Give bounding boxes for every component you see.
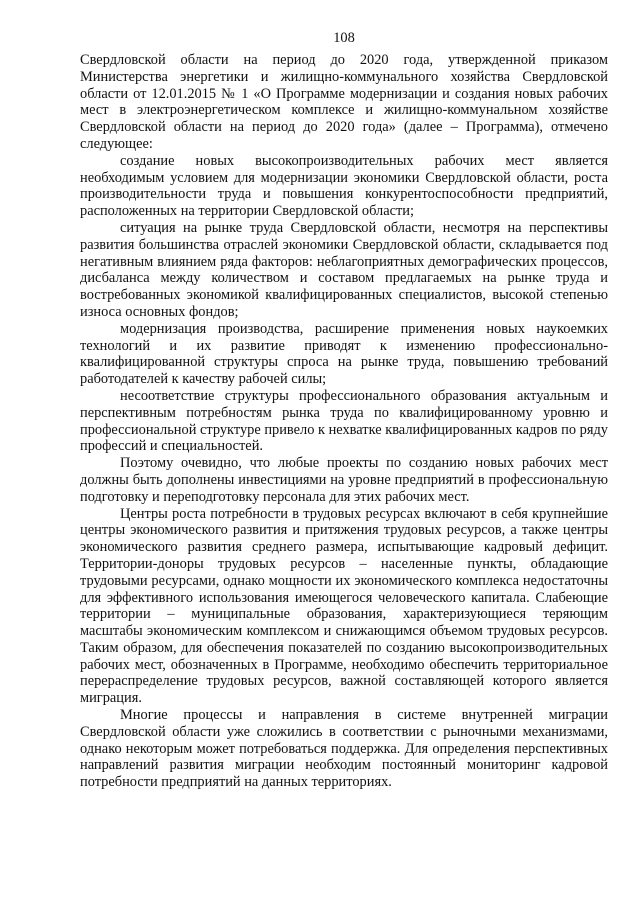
- paragraph-growth-centers: Центры роста потребности в трудовых ресурсах включают в себя крупнейшие центры экономического развития и притяжения трудовых ресурсов, а также центры экономического развития среднего размера, испытывающие кадровый дефицит. Территории-доноры трудовых ресурсов – населенные пункты, обладающие трудовыми ресурсами, однако мощности их экономического комплекса недостаточны для эффективного использования имеющегося человеческого капитала. Слабеющие территории – муниципальные образования, характеризующиеся теряющим масштабы экономическим комплексом и снижающимся объемом трудовых ресурсов. Таким образом, для обеспечения показателей по созданию высокопроизводительных рабочих мест, обозначенных в Программе, необходимо обеспечить территориальное перераспределение трудовых ресурсов, важной составляющей которого является миграция.: [80, 505, 608, 707]
- paragraph-new-jobs: создание новых высокопроизводительных рабочих мест является необходимым условием для модернизации экономики Свердловской области, роста производительности труда и повышения конкурентоспособности предприятий, расположенных на территории Свердловской области;: [80, 152, 608, 220]
- page-number: 108: [333, 30, 355, 46]
- paragraph-investment: Поэтому очевидно, что любые проекты по созданию новых рабочих мест должны быть дополнены инвестициями на уровне предприятий в профессиональную подготовку и переподготовку персонала для этих рабочих мест.: [80, 455, 608, 505]
- paragraph-migration: Многие процессы и направления в системе внутренней миграции Свердловской области уже сложились в соответствии с рыночными механизмами, однако некоторым может потребоваться поддержка. Для определения перспективных направлений развития миграции необходим постоянный мониторинг кадровой потребности предприятий на данных территориях.: [80, 707, 608, 791]
- paragraph-labor-market: ситуация на рынке труда Свердловской области, несмотря на перспективы развития большинства отраслей экономики Свердловской области, складывается под негативным влиянием ряда факторов: неблагоприятных демографических процессов, дисбаланса между количеством и составом предлагаемых на рынке труда и востребованных экономикой квалифицированных специалистов, высокой степенью износа основных фондов;: [80, 219, 608, 320]
- paragraph-modernization: модернизация производства, расширение применения новых наукоемких технологий и их развитие приводят к изменению профессионально-квалифицированной структуры спроса на рынке труда, повышению требований работодателей к качеству рабочей силы;: [80, 320, 608, 388]
- paragraph-intro-continuation: Свердловской области на период до 2020 года, утвержденной приказом Министерства энергетики и жилищно-коммунального хозяйства Свердловской области от 12.01.2015 № 1 «О Программе модернизации и создания новых рабочих мест в электроэнергетическом комплексе и жилищно-коммунальном хозяйстве Свердловской области на период до 2020 года» (далее – Программа), отмечено следующее:: [80, 52, 608, 152]
- document-page: [80, 30, 608, 791]
- paragraph-education-mismatch: несоответствие структуры профессионального образования актуальным и перспективным потребностям рынка труда по квалифицированному уровню и профессиональной структуре привело к нехватке квалифицированных кадров по ряду профессий и специальностей.: [80, 387, 608, 455]
